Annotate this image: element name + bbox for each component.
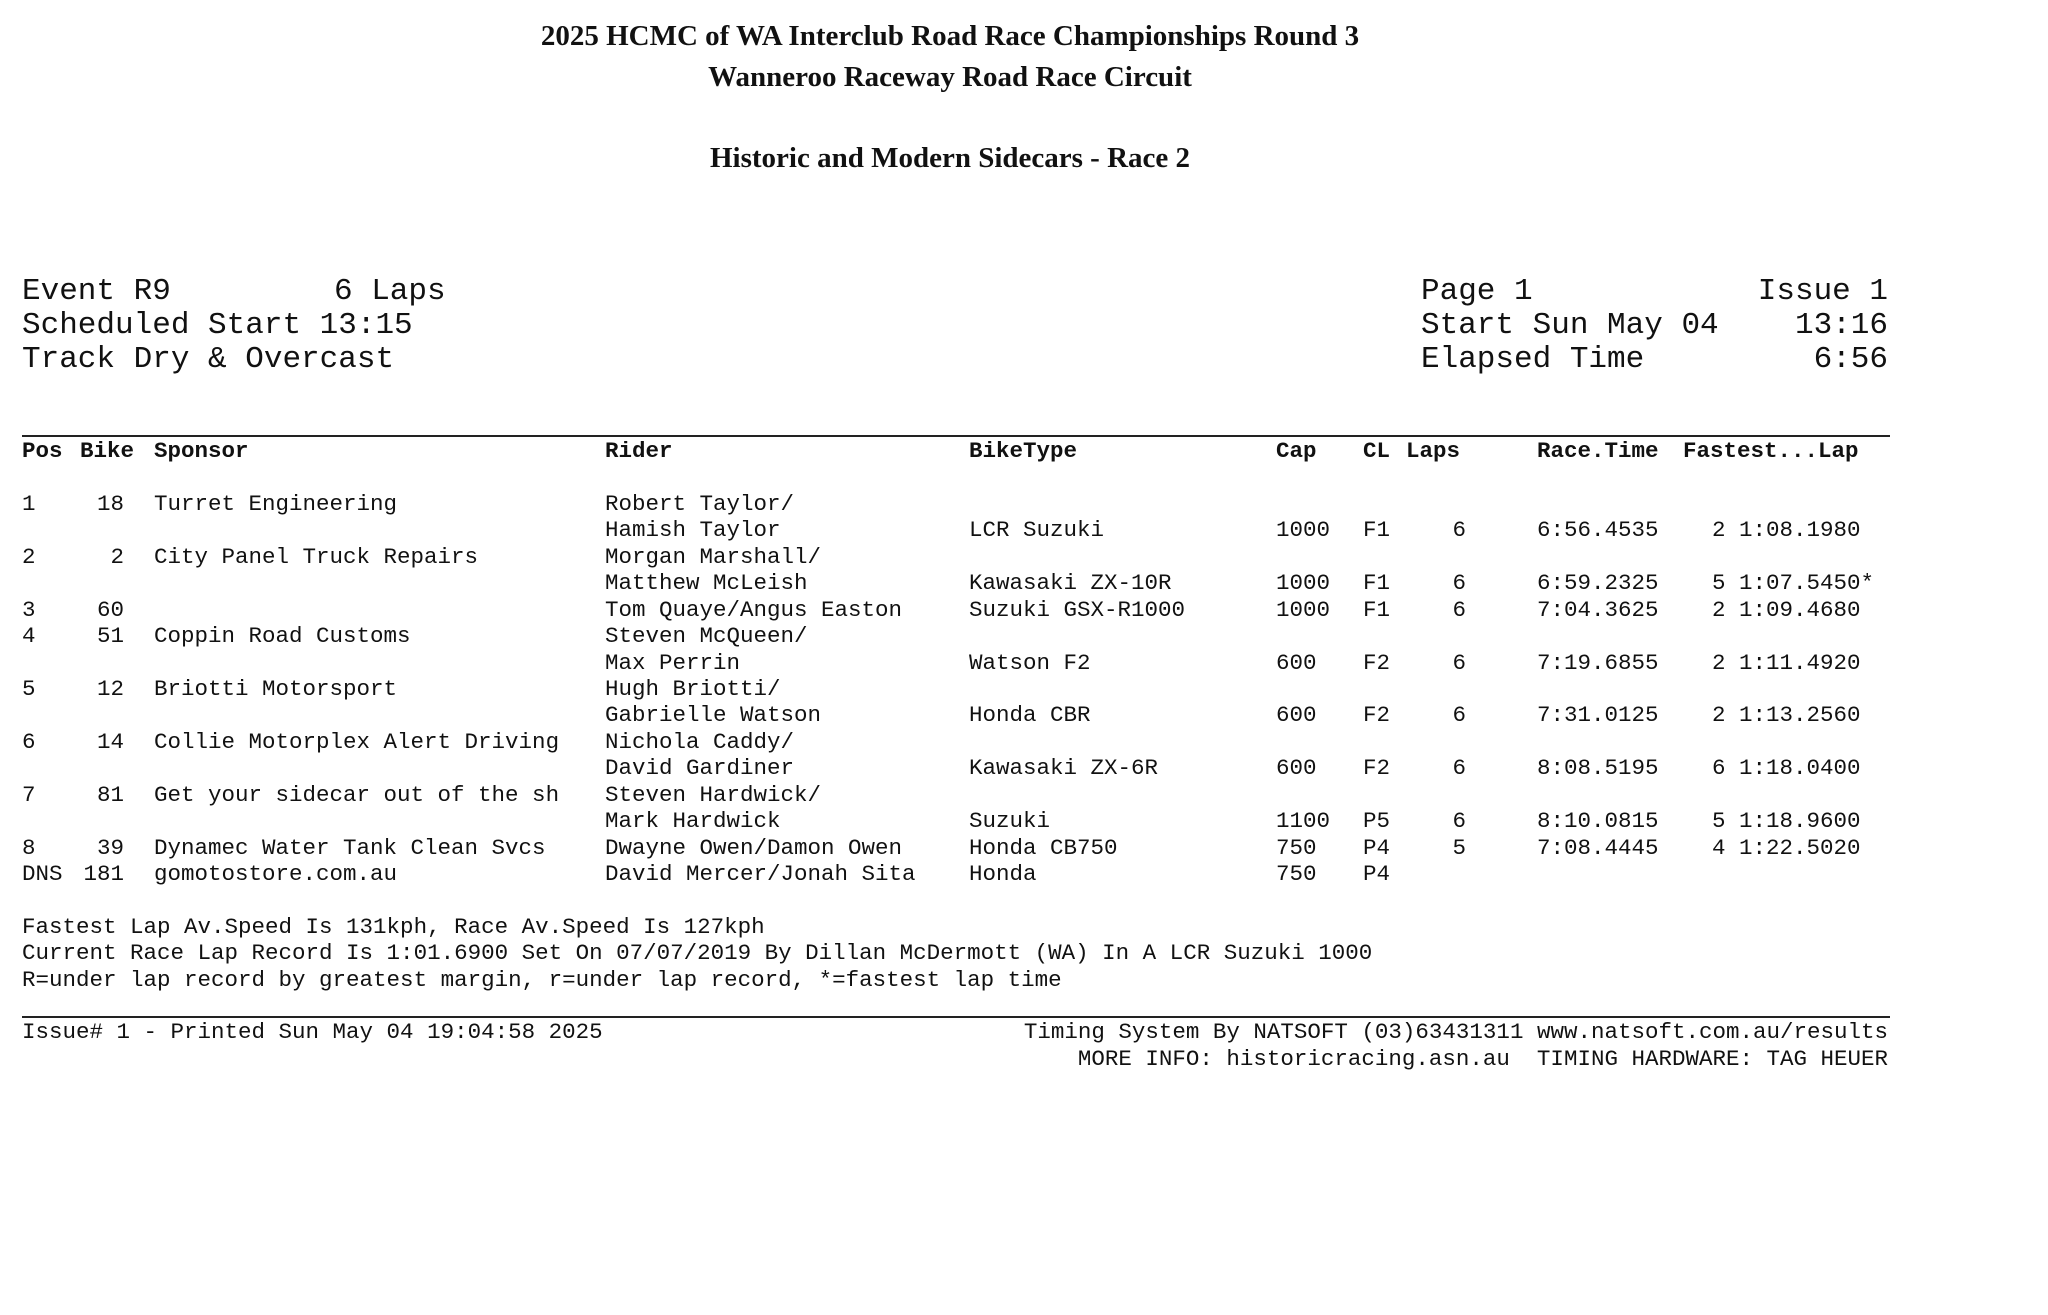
more-info: MORE INFO: historicracing.asn.au TIMING HARDWARE: TAG HEUER xyxy=(1077,1046,1888,1072)
result-biketype: Honda CBR xyxy=(969,702,1091,728)
result-pos: DNS xyxy=(22,861,63,887)
col-rider: Rider xyxy=(605,438,673,464)
result-fastest-lap: 2 1:13.2560 xyxy=(1712,702,1861,728)
col-pos: Pos xyxy=(22,438,63,464)
result-race-time: 7:31.0125 xyxy=(1537,702,1659,728)
result-cap: 600 xyxy=(1276,702,1317,728)
result-biketype: LCR Suzuki xyxy=(969,517,1105,543)
result-pos: 2 xyxy=(22,544,36,570)
event-label: Event R9 xyxy=(22,274,171,309)
result-fastest-lap: 2 1:11.4920 xyxy=(1712,650,1861,676)
speed-note: Fastest Lap Av.Speed Is 131kph, Race Av.Speed Is 127kph xyxy=(22,914,765,940)
result-fastest-lap: 4 1:22.5020 xyxy=(1712,835,1861,861)
result-fastest-lap: 2 1:08.1980 xyxy=(1712,517,1861,543)
result-pos: 5 xyxy=(22,676,36,702)
result-bike: 2 xyxy=(110,544,124,570)
lap-record-note: Current Race Lap Record Is 1:01.6900 Set On 07/07/2019 By Dillan McDermott (WA) In A LCR Suzuki 1000 xyxy=(22,940,1373,966)
result-pos: 7 xyxy=(22,782,36,808)
issue-number: Issue 1 xyxy=(1757,274,1888,309)
result-race-time: 8:08.5195 xyxy=(1537,755,1659,781)
elapsed-time: 6:56 xyxy=(1813,342,1888,377)
result-rider: Steven Hardwick/ xyxy=(605,782,822,808)
col-racetime: Race.Time xyxy=(1537,438,1659,464)
result-rider-2: Matthew McLeish xyxy=(605,570,808,596)
result-cap: 1100 xyxy=(1276,808,1331,834)
result-laps: 6 xyxy=(1452,755,1466,781)
footer-rule xyxy=(22,1016,1890,1018)
result-rider-2: David Gardiner xyxy=(605,755,795,781)
result-bike: 60 xyxy=(96,597,124,623)
result-bike: 18 xyxy=(96,491,124,517)
col-laps: Laps xyxy=(1406,438,1461,464)
result-class: P4 xyxy=(1363,861,1391,887)
result-pos: 1 xyxy=(22,491,36,517)
result-sponsor: Briotti Motorsport xyxy=(154,676,398,702)
result-sponsor: Turret Engineering xyxy=(154,491,398,517)
result-biketype: Honda xyxy=(969,861,1037,887)
result-pos: 8 xyxy=(22,835,36,861)
result-rider: Hugh Briotti/ xyxy=(605,676,781,702)
result-class: P4 xyxy=(1363,835,1391,861)
result-fastest-lap: 6 1:18.0400 xyxy=(1712,755,1861,781)
result-cap: 600 xyxy=(1276,755,1317,781)
header-rule xyxy=(22,435,1890,437)
result-race-time: 7:08.4445 xyxy=(1537,835,1659,861)
result-rider-2: Max Perrin xyxy=(605,650,741,676)
result-sponsor: City Panel Truck Repairs xyxy=(154,544,479,570)
result-rider: Tom Quaye/Angus Easton xyxy=(605,597,903,623)
result-sponsor: Get your sidecar out of the sh xyxy=(154,782,560,808)
result-laps: 6 xyxy=(1452,570,1466,596)
result-laps: 6 xyxy=(1452,597,1466,623)
result-sponsor: gomotostore.com.au xyxy=(154,861,398,887)
result-class: F1 xyxy=(1363,597,1391,623)
col-biketype: BikeType xyxy=(969,438,1078,464)
result-sponsor: Collie Motorplex Alert Driving xyxy=(154,729,560,755)
result-biketype: Watson F2 xyxy=(969,650,1091,676)
page-number: Page 1 xyxy=(1421,274,1533,309)
result-rider: Dwayne Owen/Damon Owen xyxy=(605,835,903,861)
result-rider: David Mercer/Jonah Sita xyxy=(605,861,916,887)
result-rider-2: Gabrielle Watson xyxy=(605,702,822,728)
laps-label: 6 Laps xyxy=(334,274,446,309)
result-race-time: 7:19.6855 xyxy=(1537,650,1659,676)
result-race-time: 6:59.2325 xyxy=(1537,570,1659,596)
result-cap: 750 xyxy=(1276,835,1317,861)
result-bike: 39 xyxy=(96,835,124,861)
result-sponsor: Dynamec Water Tank Clean Svcs xyxy=(154,835,546,861)
start-time: 13:16 xyxy=(1794,308,1888,343)
result-class: F2 xyxy=(1363,650,1391,676)
result-biketype: Kawasaki ZX-6R xyxy=(969,755,1159,781)
result-fastest-lap: 5 1:18.9600 xyxy=(1712,808,1861,834)
result-laps: 5 xyxy=(1452,835,1466,861)
report-title: 2025 HCMC of WA Interclub Road Race Championships Round 3 xyxy=(540,20,1360,52)
col-fastest: Fastest...Lap xyxy=(1683,438,1859,464)
result-laps: 6 xyxy=(1452,808,1466,834)
result-biketype: Suzuki xyxy=(969,808,1051,834)
elapsed-label: Elapsed Time xyxy=(1421,342,1645,377)
result-class: P5 xyxy=(1363,808,1391,834)
start-label: Start Sun May 04 xyxy=(1421,308,1719,343)
result-rider: Morgan Marshall/ xyxy=(605,544,822,570)
result-cap: 600 xyxy=(1276,650,1317,676)
result-bike: 12 xyxy=(96,676,124,702)
result-race-time: 8:10.0815 xyxy=(1537,808,1659,834)
race-title: Historic and Modern Sidecars - Race 2 xyxy=(709,142,1191,174)
venue-title: Wanneroo Raceway Road Race Circuit xyxy=(708,61,1192,93)
result-race-time: 7:04.3625 xyxy=(1537,597,1659,623)
result-rider: Steven McQueen/ xyxy=(605,623,808,649)
result-fastest-lap: 5 1:07.5450* xyxy=(1712,570,1875,596)
scheduled-start: Scheduled Start 13:15 xyxy=(22,308,413,343)
result-cap: 750 xyxy=(1276,861,1317,887)
result-cap: 1000 xyxy=(1276,570,1331,596)
result-bike: 51 xyxy=(96,623,124,649)
result-bike: 181 xyxy=(83,861,124,887)
result-pos: 4 xyxy=(22,623,36,649)
result-rider: Robert Taylor/ xyxy=(605,491,795,517)
print-info: Issue# 1 - Printed Sun May 04 19:04:58 2025 xyxy=(22,1019,603,1045)
result-rider-2: Mark Hardwick xyxy=(605,808,781,834)
result-biketype: Suzuki GSX-R1000 xyxy=(969,597,1186,623)
result-laps: 6 xyxy=(1452,517,1466,543)
col-cl: CL xyxy=(1363,438,1391,464)
result-race-time: 6:56.4535 xyxy=(1537,517,1659,543)
result-laps: 6 xyxy=(1452,650,1466,676)
timing-system-info: Timing System By NATSOFT (03)63431311 www.natsoft.com.au/results xyxy=(1023,1019,1888,1045)
result-biketype: Kawasaki ZX-10R xyxy=(969,570,1172,596)
col-cap: Cap xyxy=(1276,438,1317,464)
result-bike: 14 xyxy=(96,729,124,755)
legend-note: R=under lap record by greatest margin, r=under lap record, *=fastest lap time xyxy=(22,967,1062,993)
result-sponsor: Coppin Road Customs xyxy=(154,623,411,649)
result-pos: 6 xyxy=(22,729,36,755)
result-biketype: Honda CB750 xyxy=(969,835,1118,861)
result-laps: 6 xyxy=(1452,702,1466,728)
result-cap: 1000 xyxy=(1276,517,1331,543)
result-bike: 81 xyxy=(96,782,124,808)
result-class: F1 xyxy=(1363,570,1391,596)
result-cap: 1000 xyxy=(1276,597,1331,623)
col-sponsor: Sponsor xyxy=(154,438,249,464)
result-fastest-lap: 2 1:09.4680 xyxy=(1712,597,1861,623)
result-pos: 3 xyxy=(22,597,36,623)
result-class: F2 xyxy=(1363,755,1391,781)
result-rider-2: Hamish Taylor xyxy=(605,517,781,543)
result-class: F1 xyxy=(1363,517,1391,543)
track-condition: Track Dry & Overcast xyxy=(22,342,395,377)
col-bike: Bike xyxy=(80,438,135,464)
result-class: F2 xyxy=(1363,702,1391,728)
result-rider: Nichola Caddy/ xyxy=(605,729,795,755)
